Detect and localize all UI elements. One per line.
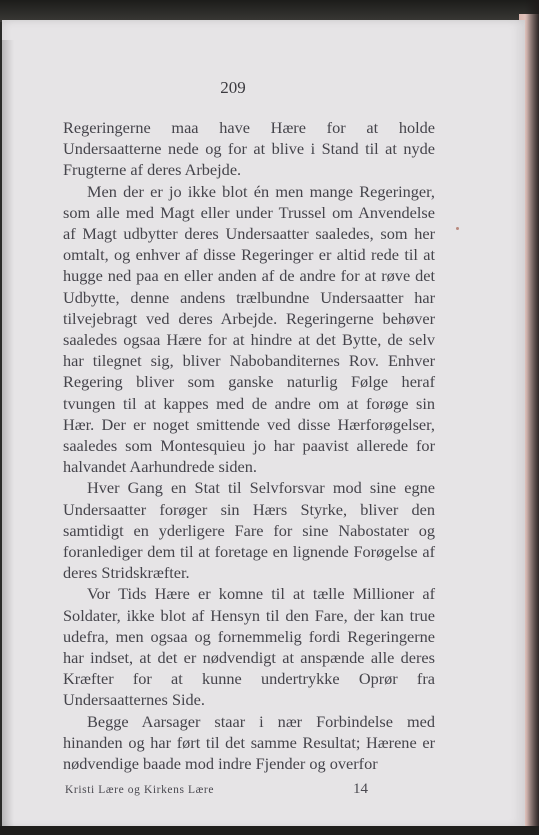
signature-mark: 14 bbox=[353, 781, 368, 797]
margin-speck bbox=[456, 227, 459, 230]
paragraph-4: Vor Tids Hære er komne til at tælle Millioner af Soldater, ikke blot af Hensyn til den Fare, der kan true udefra, men ogsaa og fornemmelig fordi Regeringerne har indset, at det er nødvendigt at anspænde alle deres Kræfter for at kunne undertrykke Oprør fra Undersaatternes Side. bbox=[63, 584, 435, 710]
book-page bbox=[2, 20, 525, 828]
spine-shadow bbox=[2, 40, 14, 835]
paragraph-1: Regeringerne maa have Hære for at holde Undersaatterne nede og for at blive i Stand til at nyde Frugterne af deres Arbejde. bbox=[63, 118, 435, 180]
paragraph-5: Begge Aarsager staar i nær Forbindelse med hinanden og har ført til det samme Resultat; Hærene er nødvendige baade mod indre Fjender og overfor bbox=[63, 711, 435, 774]
scan-top-border bbox=[0, 0, 539, 22]
footer-book-title: Kristi Lære og Kirkens Lære bbox=[65, 784, 215, 796]
scan-right-border bbox=[525, 0, 539, 835]
page-number: 209 bbox=[220, 78, 246, 97]
body-text bbox=[63, 117, 435, 774]
scan-bottom-border bbox=[0, 826, 539, 835]
paragraph-3: Hver Gang en Stat til Selvforsvar mod sine egne Undersaatter forøger sin Hærs Styrke, bliver den samtidigt en yderligere Fare for sine Nabostater og foranlediger dem til at foretage en lignende Forøgelse af deres Stridskræfter. bbox=[63, 478, 435, 583]
paragraph-2: Men der er jo ikke blot én men mange Regeringer, som alle med Magt eller under Trussel om Anvendelse af Magt udbytter deres Undersaatter saaledes, som her omtalt, og enhver af disse Regeringer er altid rede til at hugge ned paa en eller anden af de andre for at røve det Udbytte, denne andens trælbundne Undersaatter har tilvejebragt ved deres Arbejde. Regeringerne behøver saaledes ogsaa Hære for at hindre at det Bytte, de selv har tilegnet sig, bliver Nabobanditernes Rov. Enhver Regering bliver som ganske naturlig Følge heraf tvungen til at kappes med de andre om at forøge sin Hær. Der er noget smittende ved disse Hærforøgelser, saaledes som Montesquieu jo har paavist allerede for halvandet Aarhundrede siden. bbox=[63, 181, 435, 477]
